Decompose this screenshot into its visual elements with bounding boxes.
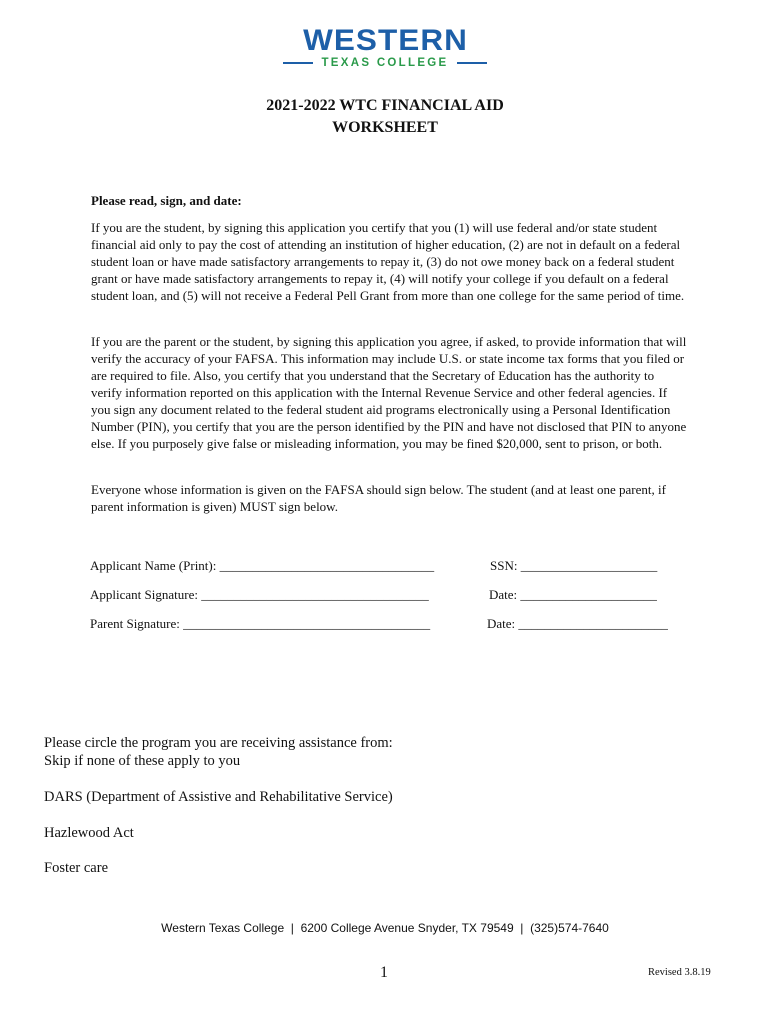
title-line-2: WORKSHEET <box>332 119 438 136</box>
logo-rule-left <box>283 62 313 64</box>
logo-wordmark: WESTERN <box>302 24 468 57</box>
applicant-date-field[interactable]: Date: _____________________ <box>489 587 657 602</box>
parent-signature-field[interactable]: Parent Signature: ______________________________________ <box>90 616 431 631</box>
program-option-hazlewood[interactable]: Hazlewood Act <box>44 825 134 841</box>
ssn-field[interactable]: SSN: _____________________ <box>490 558 658 573</box>
footer-contact: Western Texas College | 6200 College Avenue Snyder, TX 79549 | (325)574-7640 <box>161 921 609 935</box>
program-prompt: Please circle the program you are receiving assistance from: <box>44 735 393 751</box>
logo-rule-right <box>457 62 487 64</box>
signature-requirement-paragraph: Everyone whose information is given on the FAFSA should sign below. The student (and at least one parent, if parent information is given) MUST sign below. <box>91 482 666 514</box>
program-option-foster-care[interactable]: Foster care <box>44 860 109 876</box>
parent-student-agreement-paragraph: If you are the parent or the student, by signing this application you agree, if asked, to provide information that will verify the accuracy of your FAFSA. This information may include U.S. or state income tax forms that you filed or are required to file. Also, you certify that you understand that the Secretary of Education has the authority to verify information reported on this application with the Internal Revenue Service and other federal agencies. If you sign any document related to the federal student aid programs electronically using a Personal Identification Number (PIN), you certify that you are the person identified by the PIN and have not disclosed that PIN to anyone else. If you purposely give false or misleading information, you may be fined $20,000, sent to prison, or both. <box>91 334 687 451</box>
instructions-heading: Please read, sign, and date: <box>91 193 242 208</box>
student-certification-paragraph: If you are the student, by signing this application you certify that you (1) will use federal and/or state student financial aid only to pay the cost of attending an institution of higher education, (2) are not in default on a federal student loan or have made satisfactory arrangements to repay it, (3) do not owe money back on a federal student grant or have made satisfactory arrangements to repay it, (4) will notify your college if you default on a federal student loan, and (5) will not receive a Federal Pell Grant from more than one college for the same period of time. <box>91 220 685 303</box>
program-option-dars[interactable]: DARS (Department of Assistive and Rehabilitative Service) <box>44 789 393 805</box>
logo-subtitle: TEXAS COLLEGE <box>321 57 449 69</box>
applicant-signature-field[interactable]: Applicant Signature: ___________________________________ <box>90 587 429 602</box>
parent-date-field[interactable]: Date: _______________________ <box>487 616 668 631</box>
college-logo <box>0 26 770 69</box>
revision-date: Revised 3.8.19 <box>648 967 711 978</box>
logo-subline <box>0 57 770 69</box>
title-line-1: 2021-2022 WTC FINANCIAL AID <box>266 97 504 114</box>
applicant-name-field[interactable]: Applicant Name (Print): _________________________________ <box>90 558 435 573</box>
program-skip-note: Skip if none of these apply to you <box>44 753 241 769</box>
page-number: 1 <box>380 964 388 981</box>
page-title <box>0 95 770 139</box>
